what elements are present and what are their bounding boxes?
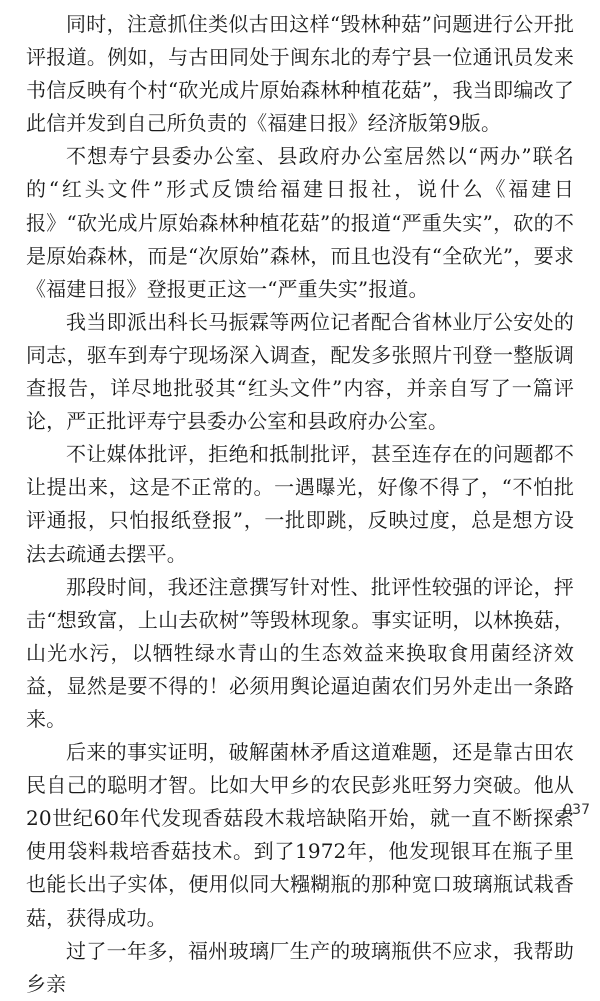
- paragraph-5: 那段时间，我还注意撰写针对性、批评性较强的评论，抨击“想致富，上山去砍树”等毁林现象。事实证明，以林换菇，山光水污，以牺牲绿水青山的生态效益来换取食用菌经济效益，显然是要不得的！必须用舆论逼迫菌农们另外走出一条路来。: [26, 574, 574, 731]
- paragraph-7: 过了一年多，福州玻璃厂生产的玻璃瓶供不应求，我帮助乡亲: [26, 938, 574, 996]
- paragraph-3: 我当即派出科长马振霖等两位记者配合省林业厅公安处的同志，驱车到寿宁现场深入调查，配发多张照片刊登一整版调查报告，详尽地批驳其“红头文件”内容，并亲自写了一篇评论，严正批评寿宁县委办公室和县政府办公室。: [26, 309, 574, 434]
- document-page: [26, 8, 574, 1001]
- paragraph-1: 同时，注意抓住类似古田这样“毁林种菇”问题进行公开批评报道。例如，与古田同处于闽东北的寿宁县一位通讯员发来书信反映有个村“砍光成片原始森林种植花菇”，我当即编改了此信并发到自己所负责的《福建日报》经济版第9版。: [26, 12, 574, 136]
- paragraph-6: 后来的事实证明，破解菌林矛盾这道难题，还是靠古田农民自己的聪明才智。比如大甲乡的农民彭兆旺努力突破。他从20世纪60年代发现香菇段木栽培缺陷开始，就一直不断探索使用袋料栽培香菇技术。到了1972年，他发现银耳在瓶子里也能长出子实体，便用似同大糨糊瓶的那种宽口玻璃瓶试栽香菇，获得成功。: [26, 740, 574, 930]
- paragraph-4: 不让媒体批评，拒绝和抵制批评，甚至连存在的问题都不让提出来，这是不正常的。一遇曝光，好像不得了，“不怕批评通报，只怕报纸登报”，一批即跳，反映过度，总是想方设法去疏通去摆平。: [26, 442, 574, 566]
- page-number: 037: [563, 802, 590, 818]
- paragraph-2: 不想寿宁县委办公室、县政府办公室居然以“两办”联名的“红头文件”形式反馈给福建日报社，说什么《福建日报》“砍光成片原始森林种植花菇”的报道“严重失实”，砍的不是原始森林，而是“次原始”森林，而且也没有“全砍光”，要求《福建日报》登报更正这一“严重失实”报道。: [26, 144, 574, 301]
